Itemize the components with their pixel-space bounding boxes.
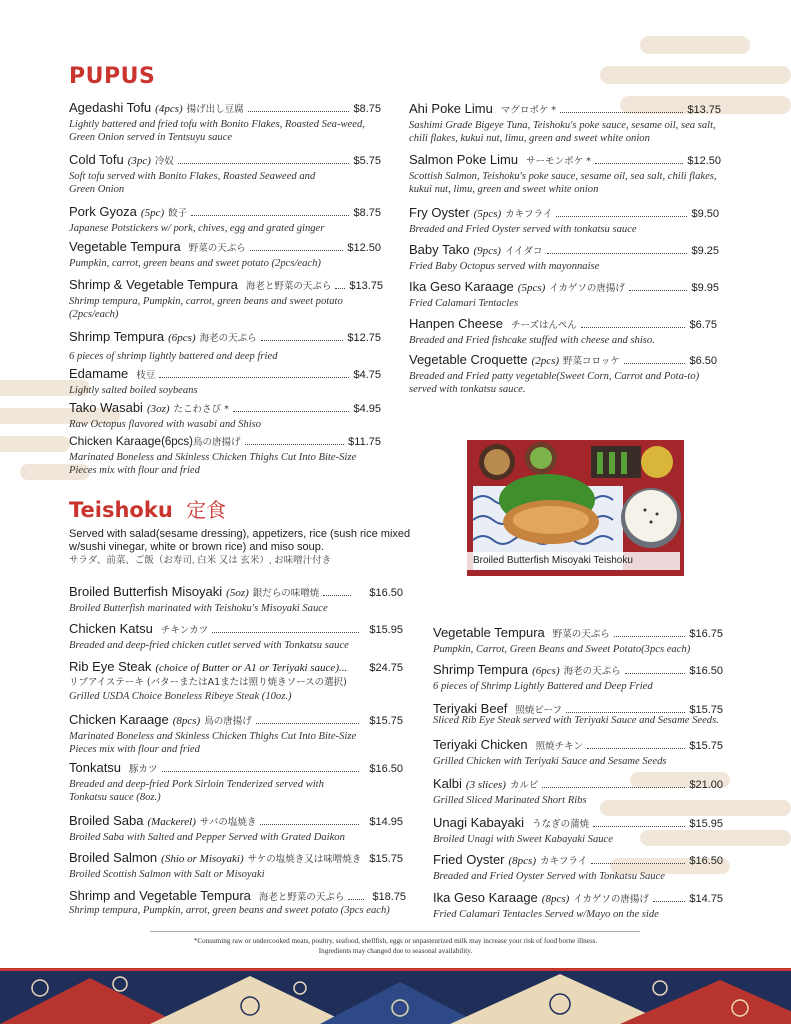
item-price: $4.95 <box>353 403 381 415</box>
item-jp-line: リブアイステーキ (バターまたはA1または照り焼きソースの選択) <box>69 677 347 688</box>
item-jp: サーモンポケ * <box>526 156 591 167</box>
menu-item <box>69 204 381 235</box>
item-qty: (choice of Butter or A1 or Teriyaki sauce)... <box>155 662 348 674</box>
menu-item <box>69 277 384 321</box>
menu-item <box>69 813 403 844</box>
item-desc: Broiled Butterfish marinated with Teishoku's Misoyaki Sauce <box>69 603 328 614</box>
item-jp: うなぎの蒲焼 <box>532 819 590 830</box>
item-desc: Scottish Salmon, Teishoku's poke sauce, sesame oil, sea salt, chili flakes, kukui nut, limu, green and sweet white onion <box>409 171 717 195</box>
item-qty: (Shio or Misoyaki) <box>161 853 244 865</box>
item-desc: Pumpkin, carrot, green beans and sweet potato (2pcs/each) <box>69 258 321 269</box>
item-qty: (5pcs) <box>473 208 502 220</box>
item-desc: Breaded and Fried fishcake stuffed with cheese and shiso. <box>409 335 655 346</box>
item-jp: イカゲソの唐揚げ <box>573 894 649 905</box>
item-name: Broiled Salmon <box>69 850 158 865</box>
item-price: $12.50 <box>687 155 721 167</box>
item-desc: Broiled Scottish Salmon with Salt or Misoyaki <box>69 869 265 880</box>
item-name: Salmon Poke Limu <box>409 152 519 167</box>
footnote <box>0 936 791 956</box>
item-name: Ahi Poke Limu <box>409 101 493 116</box>
item-name: Chicken Karaage <box>69 434 162 448</box>
item-name: Shrimp & Vegetable Tempura <box>69 277 238 292</box>
item-name: Ika Geso Karaage <box>433 890 538 905</box>
item-jp: 揚げ出し豆腐 <box>186 104 244 115</box>
item-desc: 6 pieces of shrimp lightly battered and deep fried <box>69 351 278 362</box>
item-jp: 海老の天ぷら <box>199 333 257 344</box>
menu-item <box>69 659 403 703</box>
item-name: Tako Wasabi <box>69 400 143 415</box>
item-price: $6.50 <box>689 355 717 367</box>
menu-item <box>69 434 381 477</box>
item-price: $12.50 <box>347 242 381 254</box>
item-desc: Broiled Saba with Salted and Pepper Served with Grated Daikon <box>69 832 345 843</box>
footnote-line-2: Ingredients may changed due to seasonal availability. <box>318 947 473 955</box>
menu-item <box>409 101 721 145</box>
item-jp: 銀だらの味噌焼 <box>252 588 320 599</box>
item-price: $15.95 <box>689 818 723 830</box>
item-qty: (4pcs) <box>155 103 183 115</box>
item-price: $4.75 <box>353 369 381 381</box>
item-name: Hanpen Cheese <box>409 316 503 331</box>
item-desc: 6 pieces of Shrimp Lightly Battered and Deep Fried <box>433 681 653 692</box>
item-name: Fry Oyster <box>409 205 470 220</box>
item-price: $8.75 <box>353 207 381 219</box>
item-qty: (5pc) <box>140 207 165 219</box>
item-desc: Grilled Chicken with Teriyaki Sauce and Sesame Seeds <box>433 756 667 767</box>
item-jp: チーズはんぺん <box>510 320 577 331</box>
item-name: Teriyaki Beef <box>433 701 508 716</box>
item-price: $15.75 <box>369 715 403 727</box>
item-qty: (3 slices) <box>465 779 506 791</box>
menu-item <box>433 737 723 768</box>
item-desc: Shrimp tempura, Pumpkin, carrot, green beans and sweet potato (2pcs/each) <box>69 296 343 320</box>
item-jp: マグロポケ * <box>500 105 557 116</box>
item-qty: (Mackerel) <box>147 816 196 828</box>
menu-item <box>409 242 719 273</box>
decorative-fabric-band <box>0 968 791 1024</box>
item-desc: Fried Calamari Tentacles <box>409 298 519 309</box>
item-name: Teriyaki Chicken <box>433 737 528 752</box>
item-qty: (5pcs) <box>517 282 546 294</box>
item-price: $15.75 <box>689 704 723 716</box>
item-qty: (6pcs) <box>168 332 196 344</box>
item-price: $16.50 <box>369 763 403 775</box>
menu-item <box>69 621 403 652</box>
item-jp: たこわさび * <box>173 404 229 415</box>
item-name: Shrimp Tempura <box>433 662 529 677</box>
item-jp: 豚カツ <box>129 764 158 775</box>
item-desc: Breaded and deep-fried Pork Sirloin Tenderized served with Tonkatsu sauce (8oz.) <box>69 779 324 803</box>
item-desc: Grilled USDA Choice Boneless Ribeye Steak (10oz.) <box>69 691 292 702</box>
item-jp: カキフライ <box>540 856 588 867</box>
item-desc: Marinated Boneless and Skinless Chicken Thighs Cut Into Bite-Size Pieces mix with flour and fried <box>69 731 357 755</box>
menu-item <box>69 850 403 881</box>
item-price: $9.50 <box>691 208 719 220</box>
item-jp: 海老と野菜の天ぷら <box>258 892 345 903</box>
item-jp: 照焼ビーフ <box>515 705 563 716</box>
item-name: Cold Tofu <box>69 152 124 167</box>
item-price: $8.75 <box>353 103 381 115</box>
item-jp: カルビ <box>509 780 539 791</box>
teishoku-intro-jp: サラダ、前菜、ご飯（お寿司, 白米 又は 玄米）, お味噌汁付き <box>69 555 332 566</box>
menu-item <box>409 152 721 196</box>
item-jp: イイダコ <box>504 246 543 257</box>
item-jp: イカゲソの唐揚げ <box>549 283 625 294</box>
pupus-heading: PUPUS <box>69 64 156 89</box>
item-jp: 冷奴 <box>154 156 174 167</box>
item-qty: (6pcs) <box>532 665 560 677</box>
item-price: $14.95 <box>369 816 403 828</box>
item-desc: Breaded and Fried Oyster Served with Tonkatsu Sauce <box>433 871 665 882</box>
item-name: Vegetable Croquette <box>409 352 528 367</box>
item-desc: Japanese Potstickers w/ pork, chives, egg and grated ginger <box>69 223 325 234</box>
item-name: Fried Oyster <box>433 852 505 867</box>
menu-item <box>69 584 403 615</box>
menu-item <box>409 205 719 236</box>
item-price: $13.75 <box>349 280 384 292</box>
menu-item <box>433 776 723 807</box>
item-jp: 野菜の天ぷら <box>552 629 610 640</box>
menu-item <box>69 400 381 431</box>
item-name: Broiled Butterfish Misoyaki <box>69 584 223 599</box>
item-price: $9.25 <box>691 245 719 257</box>
item-desc: Raw Octopus flavored with wasabi and Shiso <box>69 419 262 430</box>
item-price: $15.75 <box>369 853 403 865</box>
item-price: $16.50 <box>369 587 403 599</box>
item-jp: 餃子 <box>168 208 188 219</box>
item-desc: Breaded and deep-fried chicken cutlet served with Tonkatsu sauce <box>69 640 349 651</box>
item-price: $16.50 <box>689 855 723 867</box>
item-jp: 野菜の天ぷら <box>188 243 246 254</box>
item-desc: Pumpkin, Carrot, Green Beans and Sweet Potato(3pcs each) <box>433 644 691 655</box>
item-desc: Breaded and Fried patty vegetable(Sweet Corn, Carrot and Pota-to) served with tonkatsu sauce. <box>409 371 700 395</box>
item-qty: (8pcs) <box>541 893 570 905</box>
menu-item <box>409 316 717 347</box>
item-desc: Breaded and Fried Oyster served with tonkatsu sauce <box>409 224 637 235</box>
item-qty: (5oz) <box>226 587 249 599</box>
item-jp: カキフライ <box>505 209 553 220</box>
item-qty: (3pc) <box>127 155 151 167</box>
item-price: $16.75 <box>689 628 723 640</box>
item-jp: 照焼チキン <box>535 741 584 752</box>
item-jp: 鳥の唐揚げ <box>193 437 241 448</box>
fabric-pattern-image <box>0 968 791 1024</box>
teishoku-intro-text: Served with salad(sesame dressing), appetizers, rice (sush rice mixed w/sushi vinegar, white or brown rice) and miso soup. <box>69 528 411 553</box>
item-price: $11.75 <box>348 436 381 448</box>
menu-item <box>433 815 723 846</box>
item-name: Kalbi <box>433 776 462 791</box>
item-qty: (8pcs) <box>508 855 537 867</box>
item-price: $24.75 <box>369 662 403 674</box>
item-name: Rib Eye Steak <box>69 659 152 674</box>
menu-item <box>69 888 415 917</box>
item-name: Tonkatsu <box>69 760 122 775</box>
item-price: $15.95 <box>369 624 403 636</box>
item-desc: Marinated Boneless and Skinless Chicken Thighs Cut Into Bite-Size Pieces mix with flour and fried <box>69 452 357 476</box>
item-price: $15.75 <box>689 740 723 752</box>
item-jp: 野菜コロッケ <box>563 356 620 367</box>
menu-item <box>433 852 723 883</box>
item-jp: 鳥の唐揚げ <box>204 716 252 727</box>
item-name: Vegetable Tempura <box>433 625 545 640</box>
teishoku-title-jp: 定食 <box>186 498 227 522</box>
item-jp: 海老と野菜の天ぷら <box>245 281 332 292</box>
item-desc: Fried Baby Octopus served with mayonnaise <box>409 261 600 272</box>
menu-item <box>69 712 403 756</box>
menu-item <box>433 890 723 921</box>
item-price: $21.00 <box>689 779 723 791</box>
menu-item <box>69 239 381 270</box>
item-desc: Sashimi Grade Bigeye Tuna, Teishoku's poke sauce, sesame oil, sea salt, chili flakes, kukui nut, limu, green and sweet white onion <box>409 120 716 144</box>
item-qty: (8pcs) <box>172 715 201 727</box>
item-name: Edamame <box>69 366 129 381</box>
item-name: Agedashi Tofu <box>69 100 152 115</box>
item-jp: 海老の天ぷら <box>563 666 621 677</box>
item-jp: サバの塩焼き <box>199 817 257 828</box>
item-desc: Fried Calamari Tentacles Served w/Mayo on the side <box>433 909 659 920</box>
item-name: Vegetable Tempura <box>69 239 181 254</box>
item-price: $18.75 <box>372 891 407 903</box>
item-desc: Sliced Rib Eye Steak served with Teriyaki Sauce and Sesame Seeds. <box>433 715 719 726</box>
footnote-divider <box>150 931 640 932</box>
item-name: Chicken Karaage <box>69 712 169 727</box>
teishoku-heading <box>69 494 226 523</box>
item-desc: Broiled Unagi with Sweet Kabayaki Sauce <box>433 834 613 845</box>
item-jp: サケの塩焼き又は味噌焼き <box>247 854 362 865</box>
teishoku-title: Teishoku <box>69 498 173 522</box>
item-name: Broiled Saba <box>69 813 144 828</box>
item-name: Shrimp and Vegetable Tempura <box>69 888 251 903</box>
menu-item <box>69 100 381 144</box>
item-qty: (6pcs) <box>161 436 194 448</box>
item-qty: (9pcs) <box>473 245 501 257</box>
photo-caption: Broiled Butterfish Misoyaki Teishoku <box>467 552 680 570</box>
menu-item <box>69 760 403 804</box>
item-qty: (3oz) <box>146 403 170 415</box>
item-name: Pork Gyoza <box>69 204 137 219</box>
item-desc: Soft tofu served with Bonito Flakes, Roasted Seaweed and Green Onion <box>69 171 316 195</box>
item-desc: Lightly battered and fried tofu with Bonito Flakes, Roasted Sea-weed, Green Onion served in Tentsuyu sauce <box>69 119 365 143</box>
menu-item <box>69 329 381 363</box>
item-name: Unagi Kabayaki <box>433 815 525 830</box>
item-desc: Grilled Sliced Marinated Short Ribs <box>433 795 587 806</box>
menu-item <box>69 366 381 397</box>
menu-item <box>409 352 717 396</box>
item-price: $13.75 <box>687 104 721 116</box>
item-jp: チキンカツ <box>160 625 209 636</box>
menu-item <box>409 279 719 310</box>
menu-item <box>69 152 381 196</box>
item-price: $14.75 <box>689 893 723 905</box>
item-name: Baby Tako <box>409 242 470 257</box>
footnote-line-1: *Consuming raw or undercooked meats, poultry, seafood, shellfish, eggs or unpasteurized milk may increase your risk of food borne illness. <box>193 937 598 945</box>
item-qty: (2pcs) <box>531 355 560 367</box>
item-name: Chicken Katsu <box>69 621 153 636</box>
menu-item <box>433 625 723 656</box>
item-price: $6.75 <box>689 319 717 331</box>
item-jp: 枝豆 <box>136 370 156 381</box>
item-price: $16.50 <box>689 665 723 677</box>
item-desc: Shrimp tempura, Pumpkin, arrot, green beans and sweet potato (3pcs each) <box>69 905 390 916</box>
item-name: Ika Geso Karaage <box>409 279 514 294</box>
item-price: $5.75 <box>353 155 381 167</box>
item-price: $9.95 <box>691 282 719 294</box>
item-desc: Lightly salted boiled soybeans <box>69 385 198 396</box>
teishoku-intro <box>69 528 449 567</box>
item-name: Shrimp Tempura <box>69 329 165 344</box>
menu-item <box>433 662 723 693</box>
menu-item <box>433 701 723 727</box>
item-price: $12.75 <box>347 332 381 344</box>
